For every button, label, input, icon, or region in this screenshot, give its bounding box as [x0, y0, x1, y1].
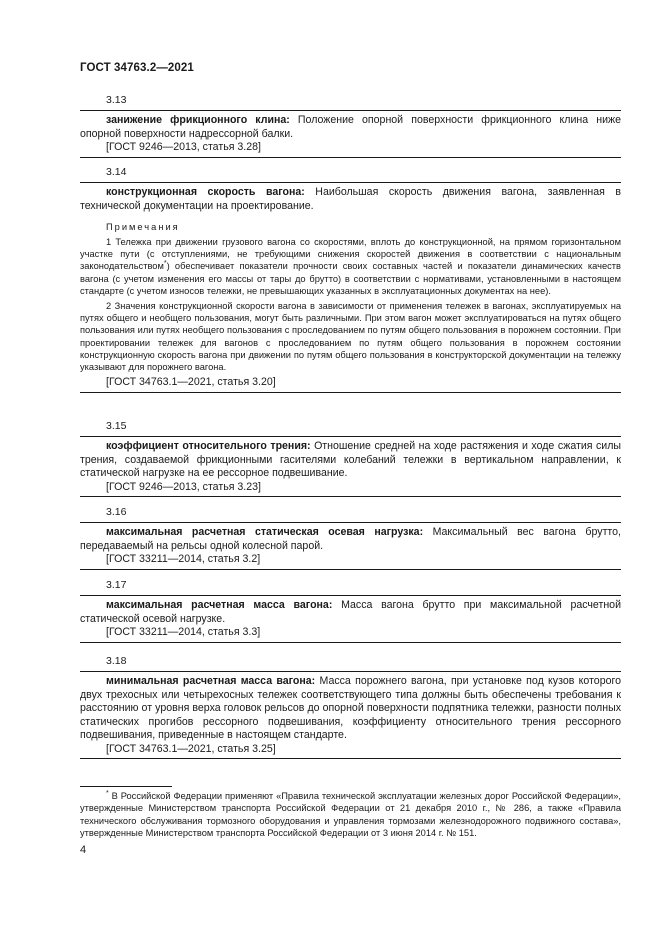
term-definition: [80, 675, 621, 743]
term-number: 3.15: [106, 420, 127, 432]
term-source: [ГОСТ 33211—2014, статья 3.3]: [106, 626, 261, 638]
term-3-17: [80, 578, 621, 643]
term-3-14: [80, 165, 621, 393]
term-box: [80, 522, 621, 570]
term-3-13: [80, 93, 621, 158]
term-source: [ГОСТ 33211—2014, статья 3.2]: [106, 553, 261, 565]
term-box: [80, 436, 621, 497]
term-definition: [80, 186, 621, 213]
term-number: 3.18: [106, 655, 127, 667]
note-2: 2 Значения конструкционной скорости вагона в зависимости от применения тележек в вагонах, эксплуатируемых на путях общего и необщего пользования, могут быть различными. При этом вагон может эксплуатироваться на путях общего пользования или путях необщего пользования с проследованием по путям общего пользования в порожнем состоянии. При проектировании тележек для вагонов с проследованием по путям общего пользования в порожнем состоянии конструкционную скорость вагона при движении по путям общего пользования в конструкторской документации на тележку указывают для порожнего вагона.: [80, 301, 621, 373]
term-number: 3.13: [106, 94, 127, 106]
term-box: [80, 671, 621, 759]
definition-text: Положение опорной поверхности фрикционного клина ниже опорной поверхности надрессорной балки.: [80, 114, 621, 140]
term-box: [80, 182, 621, 393]
term-source: [ГОСТ 9246—2013, статья 3.23]: [106, 480, 261, 493]
notes-title: Примечания: [106, 222, 180, 232]
term-number: 3.14: [106, 166, 127, 178]
footnote-mark: *: [106, 789, 109, 797]
note-1: [80, 236, 621, 297]
term-name: конструкционная скорость вагона:: [106, 186, 305, 198]
note-1-text-b: ) обеспечивает показатели прочности своих составных частей и показатели динамических качеств вагона (с учетом изменения его массы от тары до брутто) в соответствии с нормативами, установленными в настоящем стандарте (с учетом износов тележки, не превышающих указанных в эксплуатационных документах на нее).: [80, 261, 621, 296]
term-name: максимальная расчетная масса вагона:: [106, 599, 333, 611]
definition-text: Наибольшая скорость движения вагона, заявленная в технической документации на проектирование.: [80, 186, 621, 212]
term-name: максимальная расчетная статическая осевая нагрузка:: [106, 526, 424, 538]
term-name: занижение фрикционного клина:: [106, 114, 290, 126]
term-3-18: [80, 654, 621, 759]
term-source: [ГОСТ 34763.1—2021, статья 3.20]: [106, 376, 276, 389]
term-source: [ГОСТ 34763.1—2021, статья 3.25]: [106, 742, 276, 755]
term-definition: [80, 526, 621, 553]
footnote-divider: [80, 786, 172, 787]
footnote-text: В Российской Федерации применяют «Правила технической эксплуатации железных дорог Российской Федерации», утвержденные Министерством транспорта Российской Федерации от 21 декабря 2010 г., № 286, а также «Правила технического обслуживания тормозного оборудования и управления тормозами железнодорожного подвижного состава», утвержденные Министерством транспорта Российской Федерации от 3 июня 2014 г. № 151.: [80, 791, 621, 838]
definition-text: Отношение средней на ходе растяжения и ходе сжатия силы трения, создаваемой фрикционными гасителями колебаний тележки в вертикальном направлении, к статической нагрузке на ее рессорное подвешивание.: [80, 440, 621, 479]
document-header: ГОСТ 34763.2—2021: [80, 62, 194, 74]
note-1-text-a: 1 Тележка при движении грузового вагона со скоростями, вплоть до конструкционной, на прямом горизонтальном участке пути (с отступлениями, не требующими снижения скоростей движения в соответствии с национальным законодательством: [80, 237, 621, 272]
term-box: [80, 595, 621, 643]
term-definition: [80, 599, 621, 626]
definition-text: Масса порожнего вагона, при установке под кузов которого двух трехосных или четырехосных тележек соответствующего типа должны быть обеспечены требования к расстоянию от уровня верха головок рельсов до опорной поверхности подпятника тележки, разности полных статических прогибов рессорного подвешивания, коэффициенту относительного трения рессорного подвешивания, приведенные в настоящем стандарте.: [80, 675, 621, 741]
term-3-16: [80, 505, 621, 570]
term-name: коэффициент относительного трения:: [106, 440, 311, 452]
term-definition: [80, 440, 621, 481]
definition-text: Максимальный вес вагона брутто, передаваемый на рельсы одной колесной парой.: [80, 526, 621, 552]
page-number: 4: [80, 844, 87, 856]
term-source: [ГОСТ 9246—2013, статья 3.28]: [106, 141, 261, 153]
definition-text: Масса вагона брутто при максимальной расчетной статической осевой нагрузке.: [80, 599, 621, 625]
term-3-15: [80, 419, 621, 497]
term-name: минимальная расчетная масса вагона:: [106, 675, 316, 687]
term-number: 3.16: [106, 506, 127, 518]
footnote-mark: *: [163, 260, 167, 268]
term-definition: [80, 114, 621, 141]
term-number: 3.17: [106, 579, 127, 591]
footnote: [80, 790, 621, 839]
term-box: [80, 110, 621, 158]
